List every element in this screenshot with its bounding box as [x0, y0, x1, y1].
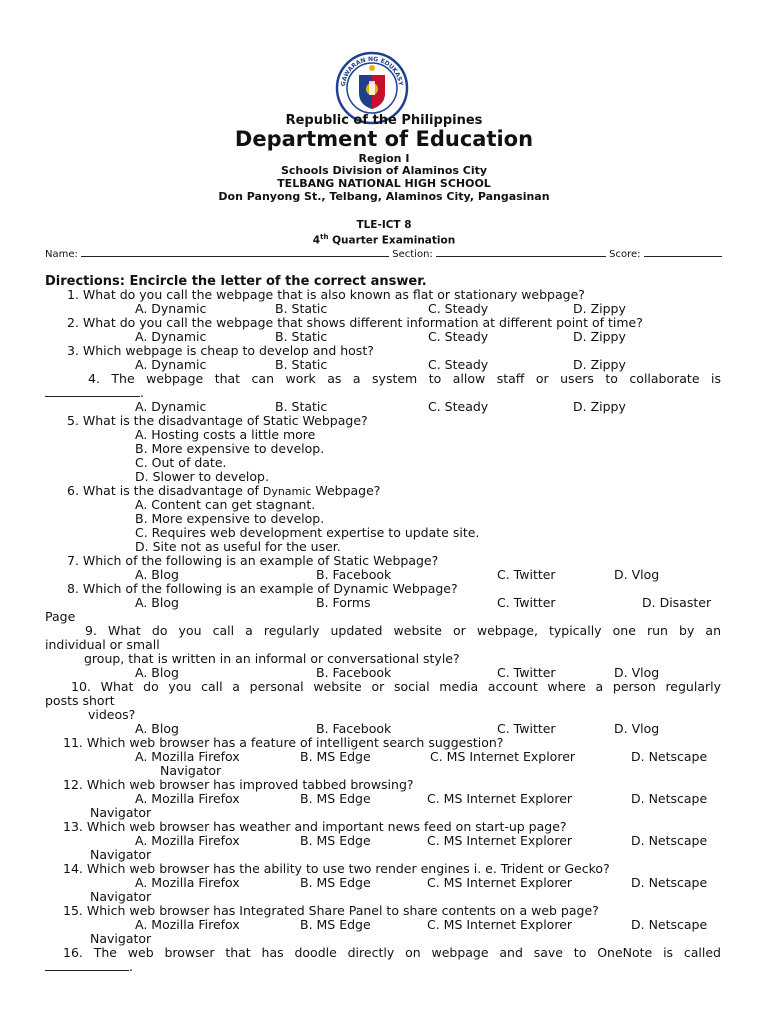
choice[interactable]: D. Site not as useful for the user. [135, 539, 341, 554]
choice[interactable]: D. Vlog [614, 665, 660, 680]
choice[interactable]: D. Zippy [573, 301, 626, 316]
question-4-blank[interactable]: . [45, 386, 144, 400]
choice[interactable]: C. Steady [428, 357, 489, 372]
choice[interactable]: A. Mozilla Firefox [135, 749, 240, 764]
choice[interactable]: C. MS Internet Explorer [427, 791, 573, 806]
choice[interactable]: D. Slower to develop. [135, 469, 269, 484]
question-6: 6. What is the disadvantage of Dynamic Webpage? [67, 483, 381, 498]
choice[interactable]: A. Dynamic [135, 357, 207, 372]
choice[interactable]: C. MS Internet Explorer [427, 917, 573, 932]
svg-text:KAGAWARAN NG EDUKASYON: GAWARAN NG EDUKASY [339, 55, 404, 87]
score-blank[interactable] [644, 246, 722, 257]
choice[interactable]: D. Zippy [573, 357, 626, 372]
header-address: Don Panyong St., Telbang, Alaminos City, Pangasinan [218, 190, 550, 203]
choice[interactable]: B. MS Edge [300, 749, 371, 764]
choice-wrap: Navigator [90, 931, 152, 946]
choice[interactable]: A. Dynamic [135, 301, 207, 316]
name-label: Name: [45, 249, 78, 260]
choice[interactable]: A. Blog [135, 595, 179, 610]
choice[interactable]: D. Netscape [631, 749, 708, 764]
choice[interactable]: D. Zippy [573, 329, 626, 344]
choice[interactable]: A. Dynamic [135, 329, 207, 344]
header-region: Region I [358, 152, 410, 165]
choice[interactable]: C. Requires web development expertise to update site. [135, 525, 480, 540]
choice-wrap: Navigator [160, 763, 222, 778]
choice[interactable]: D. Vlog [614, 567, 660, 582]
choice-wrap: Navigator [90, 889, 152, 904]
choice[interactable]: D. Netscape [631, 875, 708, 890]
choice[interactable]: D. Netscape [631, 917, 708, 932]
choice[interactable]: B. Static [275, 301, 328, 316]
choice[interactable]: B. MS Edge [300, 833, 371, 848]
question-7: 7. Which of the following is an example of Static Webpage? [67, 553, 439, 568]
question-1: 1. What do you call the webpage that is also known as flat or stationary webpage? [67, 287, 585, 302]
question-9-wrap: group, that is written in an informal or conversational style? [84, 651, 460, 666]
choice[interactable]: A. Blog [135, 567, 179, 582]
choice[interactable]: B. Facebook [316, 567, 392, 582]
choice[interactable]: A. Blog [135, 665, 179, 680]
choice[interactable]: B. Facebook [316, 665, 392, 680]
choice[interactable]: B. Static [275, 399, 328, 414]
choice[interactable]: C. Steady [428, 399, 489, 414]
choice[interactable]: A. Mozilla Firefox [135, 875, 240, 890]
header-quarter: 4th Quarter Examination [312, 233, 456, 247]
choice[interactable]: C. Twitter [497, 665, 556, 680]
choice[interactable]: C. Out of date. [135, 455, 227, 470]
question-2: 2. What do you call the webpage that shows different information at different point of time? [67, 315, 643, 330]
choice[interactable]: C. Twitter [497, 595, 556, 610]
question-10: 10. What do you call a personal website or social media account where a person regularly [71, 679, 721, 694]
header-department: Department of Education [234, 127, 534, 151]
score-label: Score: [609, 249, 641, 260]
choice[interactable]: A. Mozilla Firefox [135, 917, 240, 932]
choice[interactable]: B. MS Edge [300, 875, 371, 890]
choice[interactable]: C. MS Internet Explorer [427, 833, 573, 848]
question-12: 12. Which web browser has improved tabbed browsing? [63, 777, 414, 792]
choice[interactable]: D. Netscape [631, 833, 708, 848]
choice[interactable]: D. Netscape [631, 791, 708, 806]
choice[interactable]: B. Static [275, 329, 328, 344]
question-16-blank[interactable]: . [45, 960, 133, 974]
question-10-wrap: videos? [88, 707, 136, 722]
student-info-line [45, 246, 725, 260]
choice[interactable]: A. Mozilla Firefox [135, 833, 240, 848]
choice[interactable]: A. Content can get stagnant. [135, 497, 316, 512]
question-11: 11. Which web browser has a feature of intelligent search suggestion? [63, 735, 504, 750]
choice[interactable]: A. Hosting costs a little more [135, 427, 316, 442]
name-blank[interactable] [81, 246, 389, 257]
choice[interactable]: B. MS Edge [300, 791, 371, 806]
choice[interactable]: B. More expensive to develop. [135, 511, 325, 526]
choice[interactable]: C. Steady [428, 301, 489, 316]
question-13: 13. Which web browser has weather and important news feed on start-up page? [63, 819, 567, 834]
choice[interactable]: B. MS Edge [300, 917, 371, 932]
choice[interactable]: C. Twitter [497, 567, 556, 582]
question-3: 3. Which webpage is cheap to develop and host? [67, 343, 374, 358]
question-15: 15. Which web browser has Integrated Share Panel to share contents on a web page? [63, 903, 599, 918]
directions: Directions: Encircle the letter of the correct answer. [45, 274, 427, 289]
choice-wrap: Page [45, 609, 76, 624]
section-blank[interactable] [436, 246, 606, 257]
question-10-wrap: posts short [45, 693, 115, 708]
question-4: 4. The webpage that can work as a system to allow staff or users to collaborate is [88, 371, 721, 386]
choice[interactable]: C. Twitter [497, 721, 556, 736]
choice[interactable]: A. Blog [135, 721, 179, 736]
choice-wrap: Navigator [90, 805, 152, 820]
choice[interactable]: B. More expensive to develop. [135, 441, 325, 456]
question-8: 8. Which of the following is an example of Dynamic Webpage? [67, 581, 458, 596]
section-label: Section: [392, 249, 433, 260]
header-subject: TLE-ICT 8 [356, 219, 412, 231]
choice[interactable]: C. MS Internet Explorer [430, 749, 576, 764]
choice[interactable]: D. Vlog [614, 721, 660, 736]
header-school: TELBANG NATIONAL HIGH SCHOOL [277, 177, 491, 190]
question-9-wrap: individual or small [45, 637, 160, 652]
choice[interactable]: A. Dynamic [135, 399, 207, 414]
choice[interactable]: B. Forms [316, 595, 371, 610]
question-14: 14. Which web browser has the ability to use two render engines i. e. Trident or Gecko? [63, 861, 610, 876]
question-5: 5. What is the disadvantage of Static Webpage? [67, 413, 368, 428]
choice[interactable]: C. Steady [428, 329, 489, 344]
header-division: Schools Division of Alaminos City [280, 164, 488, 177]
choice[interactable]: B. Facebook [316, 721, 392, 736]
question-16: 16. The web browser that has doodle directly on webpage and save to OneNote is called [63, 945, 721, 960]
choice[interactable]: D. Disaster [642, 595, 712, 610]
choice[interactable]: C. MS Internet Explorer [427, 875, 573, 890]
choice[interactable]: B. Static [275, 357, 328, 372]
question-9: 9. What do you call a regularly updated website or webpage, typically one run by an [85, 623, 721, 638]
choice[interactable]: A. Mozilla Firefox [135, 791, 240, 806]
choice-wrap: Navigator [90, 847, 152, 862]
choice[interactable]: D. Zippy [573, 399, 626, 414]
header-republic: Republic of the Philippines [285, 113, 483, 128]
